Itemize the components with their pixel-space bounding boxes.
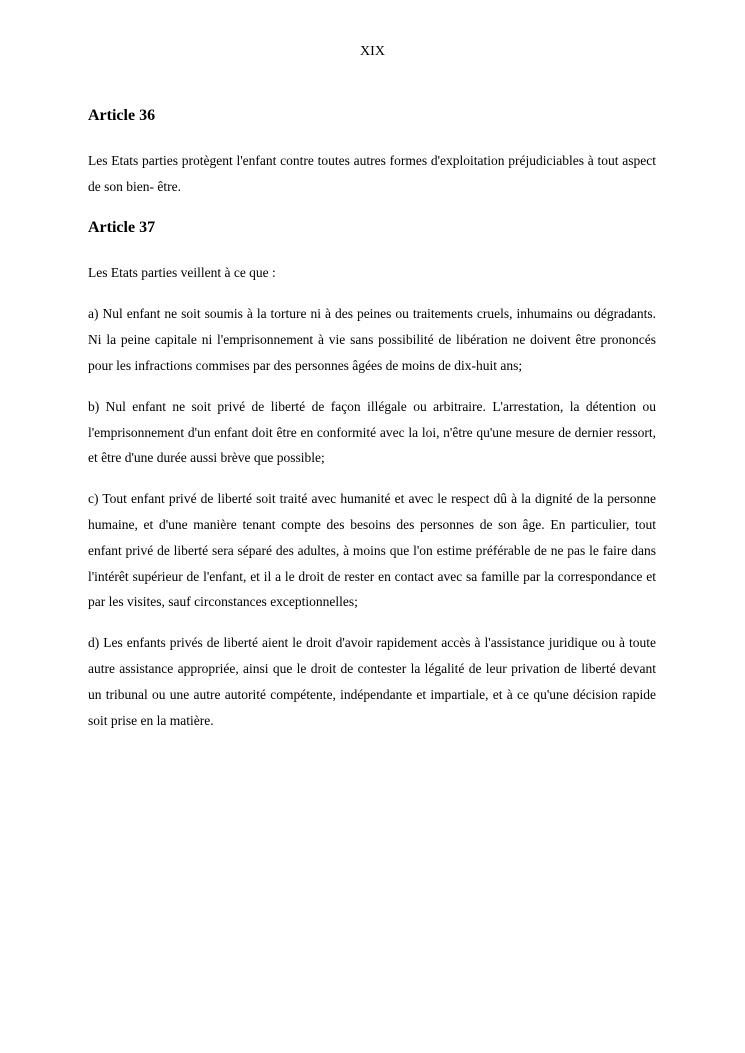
document-body [88,104,656,733]
article-37-item-a: a) Nul enfant ne soit soumis à la torture ni à des peines ou traitements cruels, inhumains ou dégradants. Ni la peine capitale ni l'emprisonnement à vie sans possibilité de libération ne doivent être prononcés pour les infractions commises par des personnes âgées de moins de dix-huit ans; [88,306,656,373]
article-36-title: Article 36 [88,107,156,124]
article-37-title: Article 37 [88,218,156,236]
page-number: XIX [360,44,385,59]
article-37-item-d: d) Les enfants privés de liberté aient le droit d'avoir rapidement accès à l'assistance juridique ou à toute autre assistance appropriée, ainsi que le droit de contester la légalité de leur privation de liberté devant un tribunal ou une autre autorité compétente, indépendante et impartiale, et à ce qu'une décision rapide soit prise en la matière. [88,635,656,728]
article-37-intro: Les Etats parties veillent à ce que : [88,264,276,280]
article-37-item-b: b) Nul enfant ne soit privé de liberté de façon illégale ou arbitraire. L'arrestation, la détention ou l'emprisonnement d'un enfant doit être en conformité avec la loi, n'être qu'une mesure de dernier ressort, et être d'une durée aussi brève que possible; [88,398,656,466]
article-36-text: Les Etats parties protègent l'enfant contre toutes autres formes d'exploitation préjudiciables à tout aspect de son bien- être. [88,153,656,194]
article-37-item-c: c) Tout enfant privé de liberté soit traité avec humanité et avec le respect dû à la dignité de la personne humaine, et d'une manière tenant compte des besoins des personnes de son âge. En particulier, tout enfant privé de liberté sera séparé des adultes, à moins que l'on estime préférable de ne pas le faire dans l'intérêt supérieur de l'enfant, et il a le droit de rester en contact avec sa famille par la correspondance et par les visites, sauf circonstances exceptionnelles; [88,491,656,610]
